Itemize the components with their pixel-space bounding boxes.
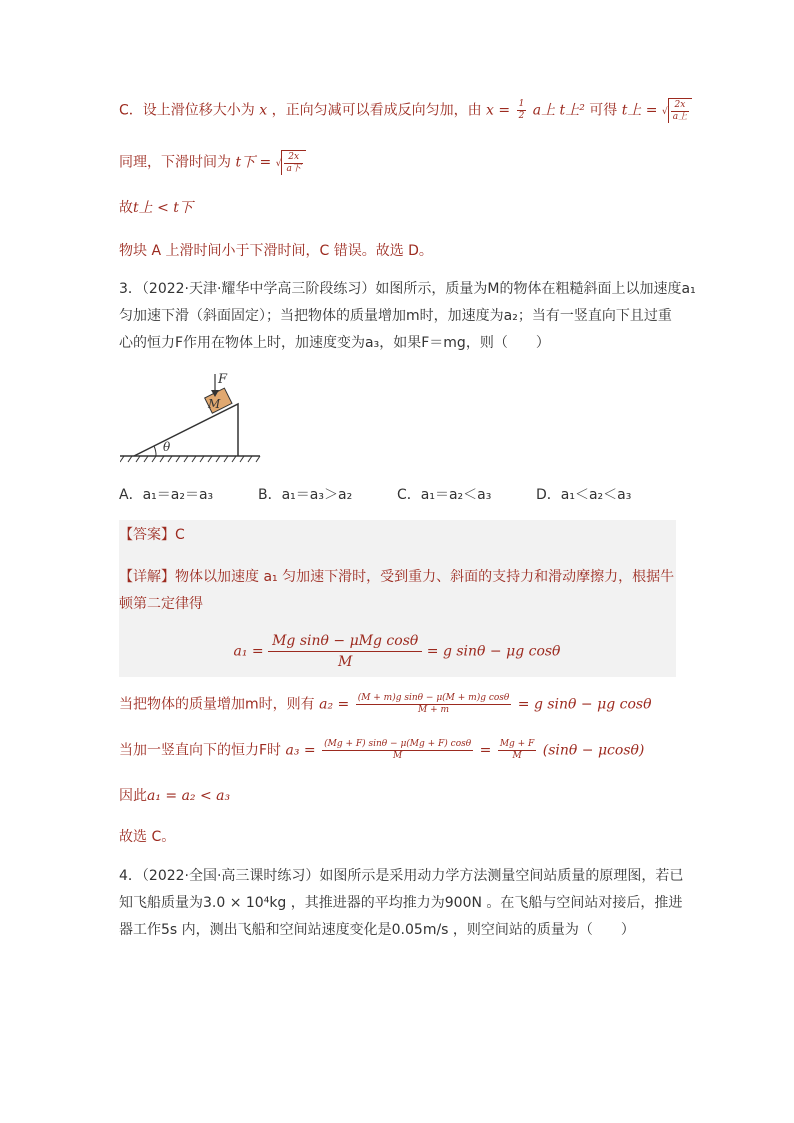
option-d: D．a₁＜a₂＜a₃	[536, 487, 632, 503]
therefore-text: 因此	[119, 788, 147, 804]
eq-fraction	[268, 631, 422, 672]
eq-num: Mg sinθ − μMg cosθ	[268, 631, 422, 652]
a2-den: M + m	[418, 705, 450, 715]
question4-line1: 4．（2022·全国·高三课时练习）如图所示是采用动力学方法测量空间站质量的原理图，若已	[119, 868, 684, 884]
a3-lhs: a₃ =	[285, 742, 321, 759]
angle-label: θ	[163, 440, 171, 454]
sqrt-expr-down: √ $\frac{2x}{\text{a下}}$	[276, 150, 306, 175]
c-option-line	[119, 98, 692, 123]
detail-label: 【详解】	[119, 569, 175, 585]
therefore-expr: a₁ = a₂ < a₃	[147, 788, 231, 804]
a2-fraction	[356, 693, 512, 716]
a3-num: (Mg + F) sinθ − μ(Mg + F) cosθ	[324, 739, 472, 749]
incline-figure	[120, 370, 265, 465]
same-logic-line	[119, 150, 306, 175]
frac-den: 2	[518, 111, 525, 121]
c-option-middle: ，正向匀减可以看成反向匀加，由	[271, 102, 482, 119]
eq-result: = g sinθ − μg cosθ	[426, 643, 561, 660]
so-text: 故	[119, 200, 133, 216]
sqrt-expr: √ $\frac{2x}{\text{a上}}$	[662, 98, 692, 123]
a3-num2: Mg + F	[499, 739, 535, 749]
question3-line1: 3．（2022·天津·耀华中学高三阶段练习）如图所示，质量为M的物体在粗糙斜面上以加速度a₁	[119, 281, 696, 297]
answer-line	[119, 525, 185, 545]
detail-text1: 物体以加速度 a₁ 匀加速下滑时，受到重力、斜面的支持力和滑动摩擦力，根据牛	[175, 569, 675, 585]
a3-rhs: (sinθ − μcosθ)	[542, 742, 645, 759]
a3-mid: =	[479, 742, 496, 759]
a2-num: (M + m)g sinθ − μ(M + m)g cosθ	[357, 693, 510, 703]
eq-rhs: a上 t上²	[532, 102, 585, 119]
detail-line2: 顿第二定律得	[119, 596, 203, 612]
option-b: B．a₁＝a₃＞a₂	[258, 487, 353, 503]
var-x: x	[259, 102, 268, 119]
option-a: A．a₁＝a₂＝a₃	[119, 487, 214, 503]
sqrt-num-down: 2x	[284, 152, 302, 164]
choose-c: 故选 C。	[119, 829, 176, 845]
eq-a1: a₁ =	[233, 643, 269, 660]
half-fraction	[517, 99, 527, 122]
main-equation	[0, 631, 794, 672]
mass-prefix: 当把物体的质量增加m时，则有	[119, 696, 315, 713]
a3-fraction	[322, 739, 473, 762]
mass-label: M	[208, 397, 221, 411]
question3-line2: 匀加速下滑（斜面固定）；当把物体的质量增加m时，加速度为a₂；当有一竖直向下且过重	[119, 308, 672, 324]
a2-lhs: a₂ =	[319, 696, 354, 713]
therefore-line	[119, 786, 230, 806]
force-label: F	[218, 372, 228, 387]
c-option-prefix: C．设上滑位移大小为	[119, 102, 255, 119]
sqrt-den-down: a下	[286, 164, 301, 174]
question4-line3: 器工作5s 内，测出飞船和空间站速度变化是0.05m/s ，则空间站的质量为（ ）	[119, 922, 635, 938]
conclusion-c: 物块 A 上滑时间小于下滑时间，C 错误。故选 D。	[119, 243, 433, 259]
answer-value: C	[175, 527, 185, 543]
detail-line1	[119, 567, 674, 587]
same-prefix: 同理，下滑时间为	[119, 154, 231, 171]
a3-den: M	[393, 751, 403, 761]
a2-rhs: = g sinθ − μg cosθ	[517, 696, 652, 713]
a3-fraction2	[498, 739, 536, 762]
a3-den2: M	[512, 751, 522, 761]
sqrt-den: a上	[672, 112, 688, 122]
so-line	[119, 198, 193, 218]
eq-den: M	[338, 654, 353, 670]
t-down: t下 =	[235, 154, 276, 171]
question4-line2: 知飞船质量为3.0 × 10⁴kg ，其推进器的平均推力为900N 。在飞船与空间站对接后，推进	[119, 895, 683, 911]
question3-line3: 心的恒力F作用在物体上时，加速度变为a₃，如果F＝mg，则（ ）	[119, 335, 550, 351]
option-c: C．a₁＝a₂＜a₃	[397, 487, 492, 503]
t-up: t上 =	[621, 102, 662, 119]
connector: 可得	[589, 102, 618, 119]
frac-num: 1	[518, 99, 525, 109]
force-added-line	[119, 739, 644, 762]
answer-label: 【答案】	[119, 527, 175, 543]
sqrt-num: 2x	[671, 100, 689, 112]
so-expr: t上 < t下	[133, 200, 193, 216]
force-prefix: 当加一竖直向下的恒力F时	[119, 742, 282, 759]
mass-increase-line	[119, 693, 652, 716]
eq-lhs: x =	[486, 102, 515, 119]
incline-slope	[134, 404, 238, 456]
